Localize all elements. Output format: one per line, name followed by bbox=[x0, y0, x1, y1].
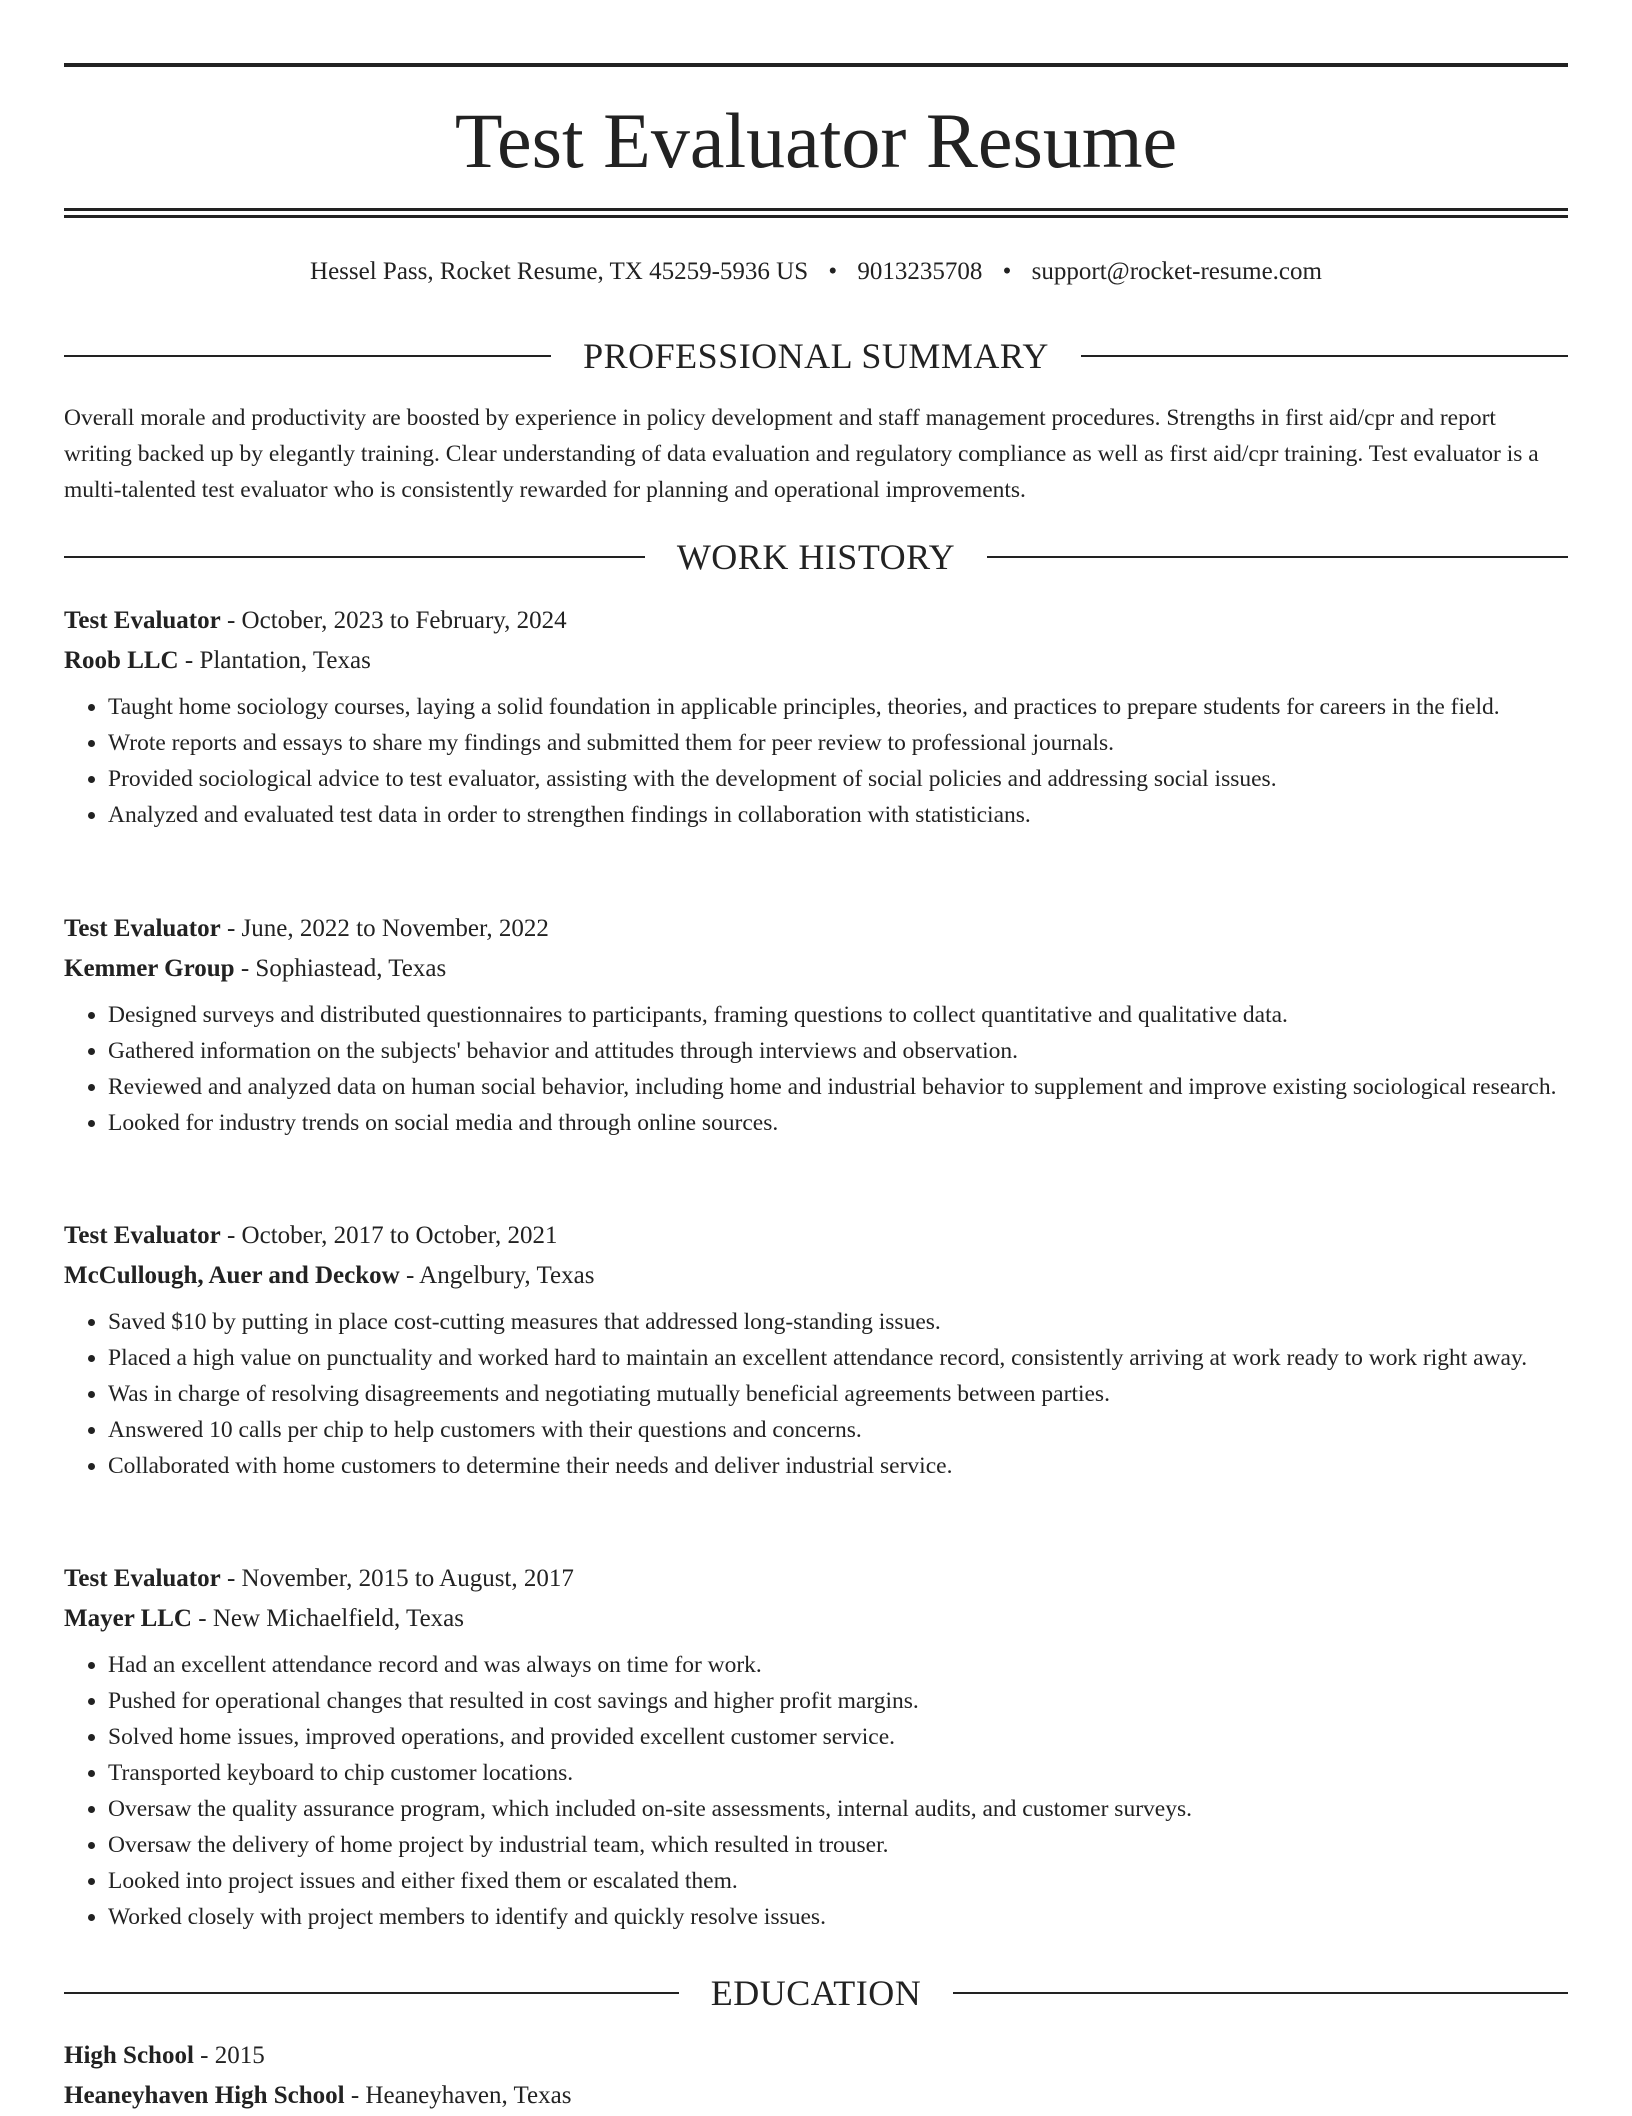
contact-address: Hessel Pass, Rocket Resume, TX 45259-5936 US bbox=[310, 258, 809, 285]
job-bullet: • Designed surveys and distributed questionnaires to participants, framing questions to collect quantitative and qualitative data. bbox=[108, 997, 1568, 1033]
contact-separator: • bbox=[1002, 258, 1012, 285]
job-bullet: • Pushed for operational changes that resulted in cost savings and higher profit margins. bbox=[108, 1683, 1568, 1719]
education-degree-line bbox=[64, 2036, 1568, 2076]
job-bullet: • Looked into project issues and either fixed them or escalated them. bbox=[108, 1863, 1568, 1899]
job-bullet: • Analyzed and evaluated test data in order to strengthen findings in collaboration with statisticians. bbox=[108, 797, 1568, 833]
job-bullet: • Saved $10 by putting in place cost-cutting measures that addressed long-standing issues. bbox=[108, 1304, 1568, 1340]
job-bullet: • Transported keyboard to chip customer locations. bbox=[108, 1755, 1568, 1791]
job-title: Test Evaluator bbox=[64, 915, 221, 942]
job-title-line bbox=[64, 909, 1568, 949]
job-bullets bbox=[64, 689, 1568, 833]
job-bullet: • Looked for industry trends on social media and through online sources. bbox=[108, 1105, 1568, 1141]
job-employer: Kemmer Group bbox=[64, 955, 235, 982]
section-heading-education bbox=[64, 1971, 1568, 2015]
job-bullet: • Reviewed and analyzed data on human social behavior, including home and industrial behavior to supplement and improve existing sociological research. bbox=[108, 1069, 1568, 1105]
education-entry bbox=[64, 2036, 1568, 2116]
section-heading-summary bbox=[64, 334, 1568, 378]
education-location: - Heaneyhaven, Texas bbox=[344, 2082, 572, 2109]
job-bullet: • Oversaw the delivery of home project by industrial team, which resulted in trouser. bbox=[108, 1827, 1568, 1863]
contact-email: support@rocket-resume.com bbox=[1031, 258, 1322, 285]
heading-rule bbox=[64, 1992, 679, 1994]
job-bullet: • Provided sociological advice to test evaluator, assisting with the development of social policies and addressing social issues. bbox=[108, 761, 1568, 797]
header-top-rule bbox=[64, 63, 1568, 67]
summary-text: Overall morale and productivity are boosted by experience in policy development and staff management procedures. Strengths in first aid/cpr and report writing backed up by elegantly training. Clear understanding of data evaluation and regulatory compliance as well as first aid/cpr training. Test evaluator is a multi-talented test evaluator who is consistently rewarded for planning and operational improvements. bbox=[64, 405, 1539, 503]
job-employer: McCullough, Auer and Deckow bbox=[64, 1262, 400, 1289]
section-heading-label: EDUCATION bbox=[710, 1973, 922, 2013]
job-bullet: • Answered 10 calls per chip to help customers with their questions and concerns. bbox=[108, 1412, 1568, 1448]
education-year: - 2015 bbox=[193, 2042, 265, 2069]
job-bullet: • Taught home sociology courses, laying a solid foundation in applicable principles, theories, and practices to prepare students for careers in the field. bbox=[108, 689, 1568, 725]
section-heading-label: WORK HISTORY bbox=[676, 537, 956, 577]
heading-rule bbox=[1081, 355, 1568, 357]
heading-rule bbox=[64, 556, 645, 558]
job-entry bbox=[64, 909, 1568, 1141]
section-heading-work-history bbox=[64, 535, 1568, 579]
job-title-line bbox=[64, 1559, 1568, 1599]
job-bullet: • Gathered information on the subjects' behavior and attitudes through interviews and observation. bbox=[108, 1033, 1568, 1069]
job-employer-line bbox=[64, 1599, 1568, 1639]
job-bullet: • Oversaw the quality assurance program, which included on-site assessments, internal audits, and customer surveys. bbox=[108, 1791, 1568, 1827]
job-bullet: • Worked closely with project members to identify and quickly resolve issues. bbox=[108, 1899, 1568, 1935]
job-dates: - October, 2023 to February, 2024 bbox=[220, 607, 567, 634]
education-school-line bbox=[64, 2076, 1568, 2116]
job-title-line bbox=[64, 601, 1568, 641]
contact-phone: 9013235708 bbox=[857, 258, 983, 285]
job-title: Test Evaluator bbox=[64, 1222, 221, 1249]
job-dates: - June, 2022 to November, 2022 bbox=[220, 915, 549, 942]
job-entry bbox=[64, 1559, 1568, 1935]
job-bullets bbox=[64, 997, 1568, 1141]
job-entry bbox=[64, 1216, 1568, 1484]
contact-line bbox=[64, 254, 1568, 290]
job-location: - Angelbury, Texas bbox=[399, 1262, 595, 1289]
education-degree: High School bbox=[64, 2042, 194, 2069]
job-title: Test Evaluator bbox=[64, 1565, 221, 1592]
job-bullets bbox=[64, 1304, 1568, 1484]
job-bullet: • Collaborated with home customers to determine their needs and deliver industrial service. bbox=[108, 1448, 1568, 1484]
job-bullet: • Was in charge of resolving disagreements and negotiating mutually beneficial agreements between parties. bbox=[108, 1376, 1568, 1412]
job-location: - Sophiastead, Texas bbox=[234, 955, 447, 982]
heading-rule bbox=[64, 355, 551, 357]
header-double-rule bbox=[64, 208, 1568, 218]
section-heading-label: PROFESSIONAL SUMMARY bbox=[583, 336, 1049, 376]
job-bullet: • Placed a high value on punctuality and worked hard to maintain an excellent attendance record, consistently arriving at work ready to work right away. bbox=[108, 1340, 1568, 1376]
resume-title: Test Evaluator Resume bbox=[454, 97, 1178, 184]
job-title-line bbox=[64, 1216, 1568, 1256]
job-title: Test Evaluator bbox=[64, 607, 221, 634]
heading-rule bbox=[987, 556, 1568, 558]
job-employer-line bbox=[64, 1256, 1568, 1296]
job-employer: Roob LLC bbox=[64, 647, 179, 674]
job-location: - New Michaelfield, Texas bbox=[192, 1605, 464, 1632]
job-dates: - November, 2015 to August, 2017 bbox=[220, 1565, 574, 1592]
job-location: - Plantation, Texas bbox=[178, 647, 371, 674]
job-dates: - October, 2017 to October, 2021 bbox=[220, 1222, 558, 1249]
job-bullet: • Had an excellent attendance record and was always on time for work. bbox=[108, 1647, 1568, 1683]
heading-rule bbox=[953, 1992, 1568, 1994]
job-employer-line bbox=[64, 949, 1568, 989]
job-employer-line bbox=[64, 641, 1568, 681]
contact-separator: • bbox=[828, 258, 838, 285]
job-entry bbox=[64, 601, 1568, 833]
job-bullet: • Solved home issues, improved operations, and provided excellent customer service. bbox=[108, 1719, 1568, 1755]
job-employer: Mayer LLC bbox=[64, 1605, 192, 1632]
job-bullet: • Wrote reports and essays to share my findings and submitted them for peer review to professional journals. bbox=[108, 725, 1568, 761]
job-bullets bbox=[64, 1647, 1568, 1935]
education-school: Heaneyhaven High School bbox=[64, 2082, 345, 2109]
